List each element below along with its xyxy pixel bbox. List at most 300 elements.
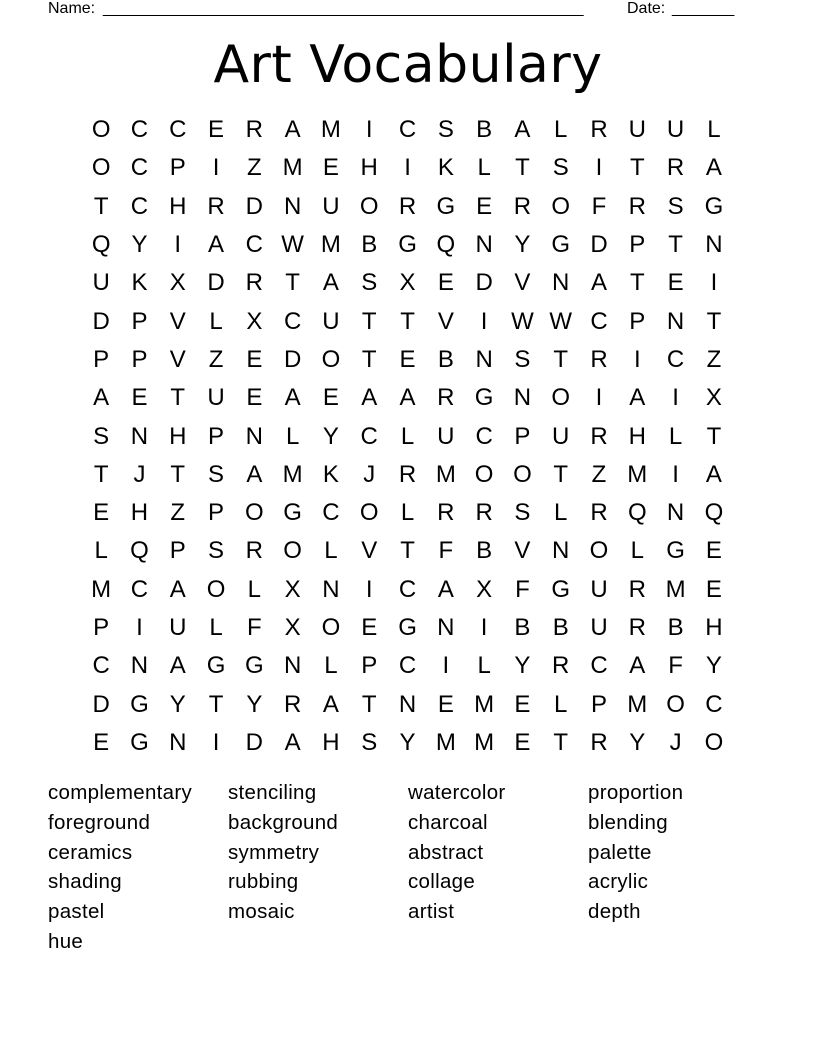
grid-letter: A	[93, 384, 110, 412]
grid-letter: M	[320, 116, 341, 144]
grid-letter: P	[93, 345, 110, 373]
grid-letter: N	[169, 728, 187, 756]
grid-letter: C	[169, 116, 187, 144]
grid-letter: N	[322, 575, 340, 603]
grid-letter: R	[475, 499, 493, 527]
grid-letter: O	[551, 384, 571, 412]
grid-letter: J	[363, 460, 376, 488]
grid-letter: Z	[247, 154, 262, 182]
grid-letter: D	[245, 192, 263, 220]
grid-letter: N	[283, 652, 302, 680]
grid-letter: A	[322, 269, 339, 297]
grid-letter: A	[705, 154, 722, 182]
grid-letter: G	[436, 192, 456, 220]
grid-letter: N	[437, 614, 455, 641]
grid-letter: U	[169, 614, 187, 641]
grid-letter: Q	[704, 499, 724, 527]
grid-letter: S	[552, 154, 569, 182]
grid-letter: I	[136, 614, 143, 641]
grid-letter: M	[282, 154, 303, 182]
grid-letter: O	[666, 690, 685, 718]
grid-letter: D	[283, 345, 302, 373]
grid-letter: P	[629, 307, 646, 335]
grid-letter: S	[514, 345, 531, 373]
grid-letter: N	[130, 422, 149, 450]
grid-letter: I	[710, 269, 718, 297]
grid-letter: H	[628, 422, 646, 450]
grid-row	[82, 417, 734, 455]
grid-letter: Q	[91, 231, 111, 259]
grid-letter: C	[590, 652, 608, 680]
grid-letter: H	[169, 422, 187, 450]
grid-letter: I	[480, 614, 488, 641]
grid-letter: Z	[706, 345, 722, 373]
grid-letter: A	[284, 116, 301, 144]
grid-letter: R	[590, 499, 608, 527]
word-list-item: complementary	[48, 781, 193, 804]
grid-letter: E	[514, 690, 531, 718]
grid-letter: E	[514, 728, 531, 756]
grid-letter: C	[590, 307, 608, 335]
grid-letter: C	[666, 345, 685, 373]
grid-letter: P	[629, 231, 646, 259]
grid-letter: N	[513, 384, 532, 412]
grid-letter: T	[553, 460, 569, 488]
grid-letter: E	[476, 192, 493, 220]
grid-letter: Y	[705, 652, 722, 680]
grid-row	[82, 609, 734, 647]
grid-letter: N	[552, 537, 570, 565]
grid-letter: J	[133, 460, 146, 488]
grid-letter: T	[400, 537, 415, 565]
grid-letter: M	[320, 231, 341, 259]
grid-letter: R	[590, 116, 608, 144]
grid-letter: V	[437, 307, 454, 335]
grid-letter: N	[245, 422, 263, 450]
grid-letter: A	[437, 575, 454, 603]
grid-letter: S	[208, 537, 225, 565]
grid-letter: L	[477, 154, 491, 182]
grid-letter: C	[705, 690, 723, 718]
grid-letter: E	[705, 575, 722, 603]
grid-row	[82, 724, 734, 762]
grid-letter: D	[92, 690, 110, 718]
grid-letter: J	[669, 728, 682, 756]
grid-letter: L	[668, 422, 683, 450]
grid-letter: T	[400, 307, 415, 335]
grid-letter: R	[245, 269, 263, 297]
grid-letter: Y	[629, 728, 646, 756]
grid-row	[82, 226, 734, 264]
grid-letter: T	[361, 345, 377, 373]
grid-letter: N	[130, 652, 149, 680]
grid-row	[82, 302, 734, 340]
grid-letter: O	[206, 575, 226, 603]
grid-letter: E	[361, 614, 378, 641]
grid-letter: A	[284, 384, 301, 412]
grid-letter: Y	[131, 231, 148, 259]
grid-letter: D	[245, 728, 263, 756]
grid-row	[82, 264, 734, 302]
grid-letter: P	[361, 652, 378, 680]
grid-letter: U	[322, 192, 340, 220]
grid-letter: C	[245, 231, 263, 259]
grid-letter: B	[437, 345, 454, 373]
grid-letter: N	[705, 231, 723, 259]
grid-letter: G	[474, 384, 494, 412]
word-list-item: foreground	[48, 810, 151, 834]
grid-letter: A	[629, 652, 646, 680]
grid-letter: P	[208, 499, 225, 527]
grid-letter: M	[91, 575, 112, 603]
grid-letter: Q	[436, 231, 456, 259]
grid-letter: G	[398, 231, 417, 259]
grid-letter: V	[361, 537, 378, 565]
word-list-item: depth	[588, 900, 641, 924]
grid-letter: G	[130, 728, 149, 756]
grid-row	[82, 494, 734, 532]
grid-letter: Y	[169, 690, 186, 718]
name-blank: ______________________________________________________	[103, 0, 584, 17]
grid-letter: I	[633, 345, 641, 373]
grid-letter: S	[514, 499, 531, 527]
grid-row	[82, 532, 734, 570]
grid-letter: I	[480, 307, 488, 335]
grid-letter: N	[666, 307, 685, 335]
grid-letter: A	[399, 384, 416, 412]
grid-letter: E	[131, 384, 148, 412]
grid-letter: U	[590, 614, 608, 641]
grid-letter: I	[672, 384, 679, 412]
grid-letter: V	[169, 345, 186, 373]
grid-letter: O	[589, 537, 609, 565]
grid-letter: U	[666, 116, 685, 144]
grid-letter: C	[130, 192, 149, 220]
grid-letter: Z	[170, 499, 186, 527]
grid-letter: A	[705, 460, 722, 488]
grid-letter: F	[591, 192, 607, 220]
grid-letter: S	[208, 460, 225, 488]
grid-letter: R	[398, 460, 417, 488]
grid-letter: S	[361, 269, 378, 297]
grid-letter: M	[474, 690, 495, 718]
grid-letter: R	[590, 422, 608, 450]
grid-letter: K	[131, 269, 148, 297]
grid-letter: X	[246, 307, 263, 335]
grid-letter: R	[245, 537, 263, 565]
grid-letter: T	[361, 307, 377, 335]
grid-letter: E	[93, 728, 110, 756]
grid-letter: N	[666, 499, 685, 527]
word-list-item: symmetry	[228, 840, 320, 864]
grid-letter: R	[628, 192, 646, 220]
grid-letter: T	[706, 422, 722, 450]
grid-letter: B	[476, 537, 493, 565]
grid-letter: O	[91, 154, 111, 182]
grid-letter: E	[208, 116, 225, 144]
grid-letter: A	[591, 269, 608, 297]
grid-letter: H	[130, 499, 149, 527]
grid-letter: L	[324, 652, 338, 680]
grid-row	[82, 149, 734, 187]
grid-letter: I	[212, 154, 220, 182]
grid-letter: P	[514, 422, 531, 450]
grid-letter: N	[475, 345, 493, 373]
grid-letter: L	[324, 537, 338, 565]
word-list	[48, 778, 768, 957]
grid-letter: T	[93, 460, 109, 488]
grid-letter: U	[207, 384, 225, 412]
grid-letter: E	[399, 345, 416, 373]
grid-letter: K	[322, 460, 339, 488]
grid-letter: I	[442, 652, 450, 680]
word-list-item: abstract	[408, 840, 484, 864]
grid-row	[82, 188, 734, 226]
grid-letter: V	[169, 307, 186, 335]
grid-letter: T	[208, 690, 224, 718]
grid-letter: X	[705, 384, 722, 412]
grid-letter: E	[437, 690, 454, 718]
grid-row	[82, 379, 734, 417]
grid-letter: G	[704, 192, 724, 220]
grid-letter: L	[554, 116, 568, 144]
grid-letter: I	[404, 154, 411, 182]
grid-letter: T	[170, 460, 186, 488]
grid-letter: S	[361, 728, 378, 756]
grid-letter: Y	[514, 231, 531, 259]
grid-letter: I	[365, 575, 373, 603]
grid-letter: Y	[514, 652, 531, 680]
grid-letter: C	[283, 307, 302, 335]
grid-row	[82, 685, 734, 723]
grid-row	[82, 111, 734, 149]
grid-letter: K	[437, 154, 454, 182]
grid-letter: O	[321, 345, 341, 373]
grid-letter: G	[245, 652, 264, 680]
grid-letter: P	[131, 307, 148, 335]
grid-letter: M	[627, 690, 648, 718]
grid-letter: E	[246, 384, 263, 412]
word-list-item: proportion	[588, 781, 684, 804]
word-list-item: background	[228, 810, 339, 834]
grid-letter: X	[399, 269, 416, 297]
grid-letter: R	[398, 192, 417, 220]
grid-letter: E	[322, 154, 339, 182]
grid-letter: R	[590, 728, 608, 756]
grid-letter: E	[246, 345, 263, 373]
grid-letter: T	[668, 231, 683, 259]
grid-letter: A	[322, 690, 339, 718]
word-list-item: shading	[48, 870, 122, 894]
grid-letter: H	[169, 192, 187, 220]
grid-letter: S	[93, 422, 110, 450]
grid-letter: M	[435, 460, 456, 488]
header-line	[48, 0, 748, 20]
grid-letter: Z	[208, 345, 224, 373]
grid-letter: O	[321, 614, 341, 641]
grid-letter: T	[706, 307, 722, 335]
grid-letter: H	[322, 728, 340, 756]
grid-letter: L	[554, 690, 568, 718]
word-list-item: stenciling	[228, 781, 317, 804]
grid-letter: G	[551, 231, 571, 259]
grid-letter: M	[474, 728, 495, 756]
grid-letter: W	[281, 231, 304, 259]
date-label: Date:	[627, 0, 666, 17]
grid-letter: P	[591, 690, 608, 718]
grid-letter: S	[437, 116, 454, 144]
grid-letter: O	[91, 116, 111, 144]
grid-letter: O	[704, 728, 724, 756]
grid-letter: H	[360, 154, 378, 182]
grid-letter: E	[322, 384, 339, 412]
grid-letter: L	[630, 537, 644, 565]
grid-letter: E	[667, 269, 684, 297]
word-list-item: blending	[588, 810, 668, 834]
grid-letter: A	[514, 116, 531, 144]
grid-letter: A	[169, 652, 186, 680]
grid-letter: Y	[246, 690, 263, 718]
grid-row	[82, 456, 734, 494]
grid-letter: T	[361, 690, 377, 718]
grid-letter: F	[515, 575, 530, 603]
grid-letter: P	[208, 422, 225, 450]
word-list-item: hue	[48, 929, 84, 953]
grid-letter: A	[246, 460, 263, 488]
grid-letter: R	[666, 154, 685, 182]
grid-letter: N	[475, 231, 493, 259]
grid-letter: A	[284, 728, 301, 756]
grid-letter: L	[285, 422, 300, 450]
grid-letter: T	[553, 728, 569, 756]
grid-letter: R	[283, 690, 302, 718]
word-list-item: palette	[588, 840, 652, 864]
grid-letter: R	[590, 345, 608, 373]
grid-letter: O	[551, 192, 571, 220]
grid-letter: X	[284, 575, 301, 603]
grid-letter: L	[247, 575, 262, 603]
grid-letter: G	[130, 690, 149, 718]
word-list-item: collage	[408, 870, 476, 894]
grid-letter: X	[284, 614, 301, 641]
grid-letter: L	[554, 499, 568, 527]
grid-letter: P	[169, 537, 186, 565]
grid-letter: L	[477, 652, 491, 680]
grid-row	[82, 341, 734, 379]
grid-letter: W	[511, 307, 534, 335]
grid-letter: R	[552, 652, 570, 680]
grid-letter: P	[93, 614, 110, 641]
grid-letter: B	[667, 614, 684, 641]
grid-letter: I	[595, 154, 603, 182]
grid-letter: X	[476, 575, 493, 603]
grid-letter: A	[361, 384, 378, 412]
grid-letter: V	[514, 269, 531, 297]
grid-letter: I	[365, 116, 373, 144]
grid-letter: L	[707, 116, 721, 144]
grid-letter: R	[513, 192, 532, 220]
grid-letter: V	[514, 537, 531, 565]
grid-letter: L	[94, 537, 108, 565]
grid-letter: Z	[591, 460, 607, 488]
grid-letter: R	[207, 192, 225, 220]
grid-letter: E	[705, 537, 722, 565]
grid-letter: D	[475, 269, 493, 297]
grid-letter: R	[628, 614, 646, 641]
grid-letter: M	[665, 575, 686, 603]
grid-letter: U	[552, 422, 570, 450]
grid-letter: Q	[627, 499, 647, 527]
grid-letter: H	[705, 614, 723, 641]
grid-letter: F	[438, 537, 454, 565]
grid-letter: L	[400, 499, 415, 527]
grid-letter: G	[551, 575, 571, 603]
grid-letter: L	[209, 614, 223, 641]
grid-letter: E	[93, 499, 110, 527]
grid-letter: B	[476, 116, 493, 144]
grid-letter: T	[93, 192, 109, 220]
grid-letter: O	[283, 537, 302, 565]
grid-letter: U	[628, 116, 646, 144]
grid-letter: Q	[130, 537, 149, 565]
grid-letter: Y	[399, 728, 416, 756]
grid-letter: B	[361, 231, 378, 259]
grid-letter: D	[92, 307, 110, 335]
grid-letter: C	[475, 422, 493, 450]
grid-row	[82, 647, 734, 685]
word-list-item: acrylic	[588, 870, 649, 894]
grid-letter: R	[245, 116, 263, 144]
grid-letter: C	[92, 652, 110, 680]
grid-letter: C	[398, 575, 417, 603]
grid-letter: G	[206, 652, 226, 680]
page-title: Art Vocabulary	[213, 35, 603, 95]
grid-letter: A	[208, 231, 225, 259]
grid-letter: G	[666, 537, 685, 565]
letter-grid	[82, 111, 734, 762]
grid-letter: F	[668, 652, 683, 680]
word-list-item: mosaic	[228, 900, 295, 924]
grid-letter: N	[398, 690, 417, 718]
grid-letter: M	[435, 728, 456, 756]
grid-row	[82, 571, 734, 609]
grid-letter: T	[553, 345, 569, 373]
word-list-item: ceramics	[48, 840, 133, 864]
grid-letter: O	[245, 499, 264, 527]
grid-letter: E	[437, 269, 454, 297]
word-list-item: artist	[408, 900, 455, 924]
grid-letter: C	[322, 499, 340, 527]
grid-letter: T	[515, 154, 530, 182]
name-label: Name:	[48, 0, 96, 17]
grid-letter: D	[207, 269, 225, 297]
grid-letter: B	[514, 614, 531, 641]
grid-letter: T	[629, 269, 645, 297]
grid-letter: T	[629, 154, 645, 182]
grid-letter: M	[627, 460, 648, 488]
word-list-item: charcoal	[408, 810, 488, 834]
grid-letter: W	[549, 307, 573, 335]
grid-letter: O	[359, 499, 379, 527]
grid-letter: D	[590, 231, 608, 259]
grid-letter: U	[437, 422, 455, 450]
grid-letter: C	[130, 116, 149, 144]
grid-letter: Y	[322, 422, 339, 450]
grid-letter: L	[400, 422, 415, 450]
grid-letter: I	[672, 460, 679, 488]
grid-letter: I	[212, 728, 220, 756]
word-list-item: rubbing	[228, 870, 299, 894]
